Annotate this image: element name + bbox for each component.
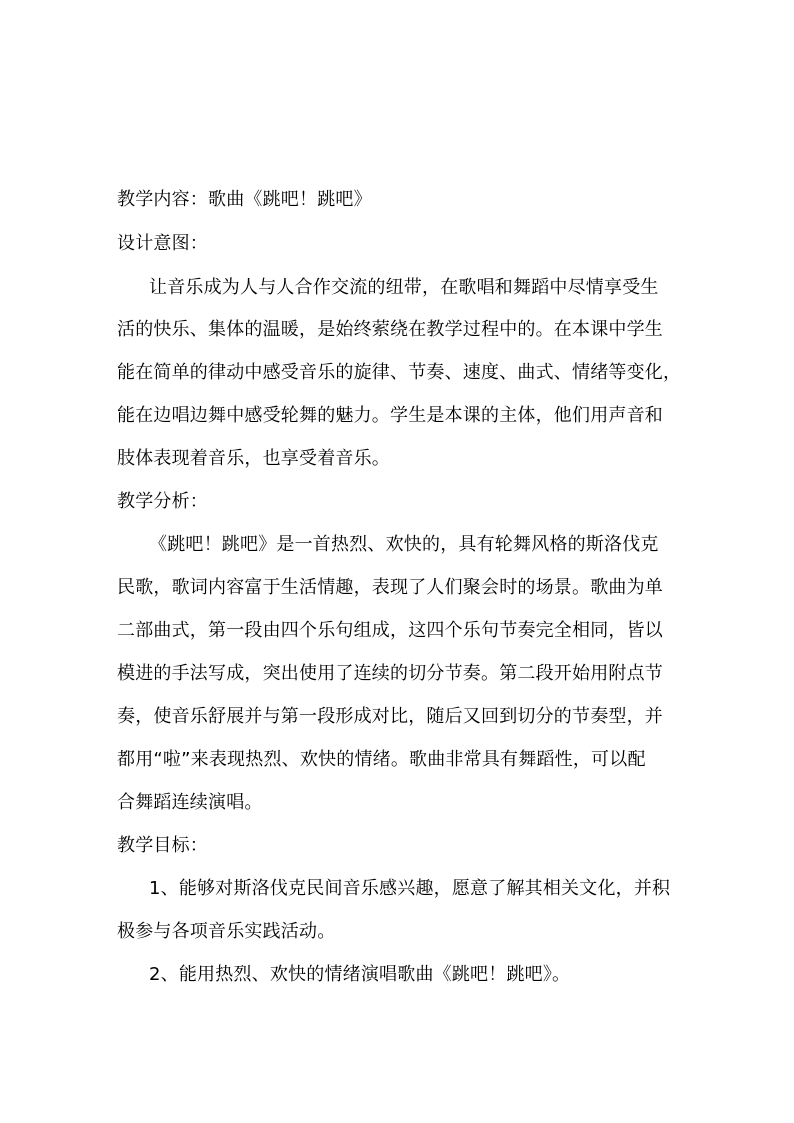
teaching-goal-line: 1、能够对斯洛伐克民间音乐感兴趣，愿意了解其相关文化，并积 [149, 878, 671, 899]
teaching-goals-heading: 教学目标： [117, 835, 208, 856]
design-intent-line: 活的快乐、集体的温暖，是始终萦绕在教学过程中的。在本课中学生 [117, 319, 663, 340]
teaching-analysis-heading: 教学分析： [117, 491, 208, 512]
design-intent-line: 让音乐成为人与人合作交流的纽带，在歌唱和舞蹈中尽情享受生 [149, 277, 659, 298]
teaching-analysis-line: 都用“啦”来表现热烈、欢快的情绪。歌曲非常具有舞蹈性，可以配 [117, 749, 646, 770]
design-intent-line: 能在简单的律动中感受音乐的旋律、节奏、速度、曲式、情绪等变化， [117, 362, 682, 383]
teaching-analysis-line: 奏，使音乐舒展并与第一段形成对比，随后又回到切分的节奏型，并 [117, 706, 663, 727]
lesson-content-line: 教学内容：歌曲《跳吧！跳吧》 [117, 189, 372, 210]
teaching-analysis-line: 模进的手法写成，突出使用了连续的切分节奏。第二段开始用附点节 [117, 663, 663, 684]
teaching-analysis-line: 《跳吧！跳吧》是一首热烈、欢快的，具有轮舞风格的斯洛伐克 [149, 534, 659, 555]
teaching-analysis-line: 二部曲式，第一段由四个乐句组成，这四个乐句节奏完全相同，皆以 [117, 620, 663, 641]
teaching-analysis-line: 合舞蹈连续演唱。 [117, 792, 263, 813]
design-intent-line: 肢体表现着音乐，也享受着音乐。 [117, 448, 390, 469]
design-intent-heading: 设计意图： [117, 233, 208, 254]
teaching-goal-line: 2、能用热烈、欢快的情绪演唱歌曲《跳吧！跳吧》。 [149, 964, 571, 985]
design-intent-line: 能在边唱边舞中感受轮舞的魅力。学生是本课的主体，他们用声音和 [117, 405, 663, 426]
teaching-analysis-line: 民歌，歌词内容富于生活情趣，表现了人们聚会时的场景。歌曲为单 [117, 577, 663, 598]
teaching-goal-line: 极参与各项音乐实践活动。 [117, 921, 336, 942]
